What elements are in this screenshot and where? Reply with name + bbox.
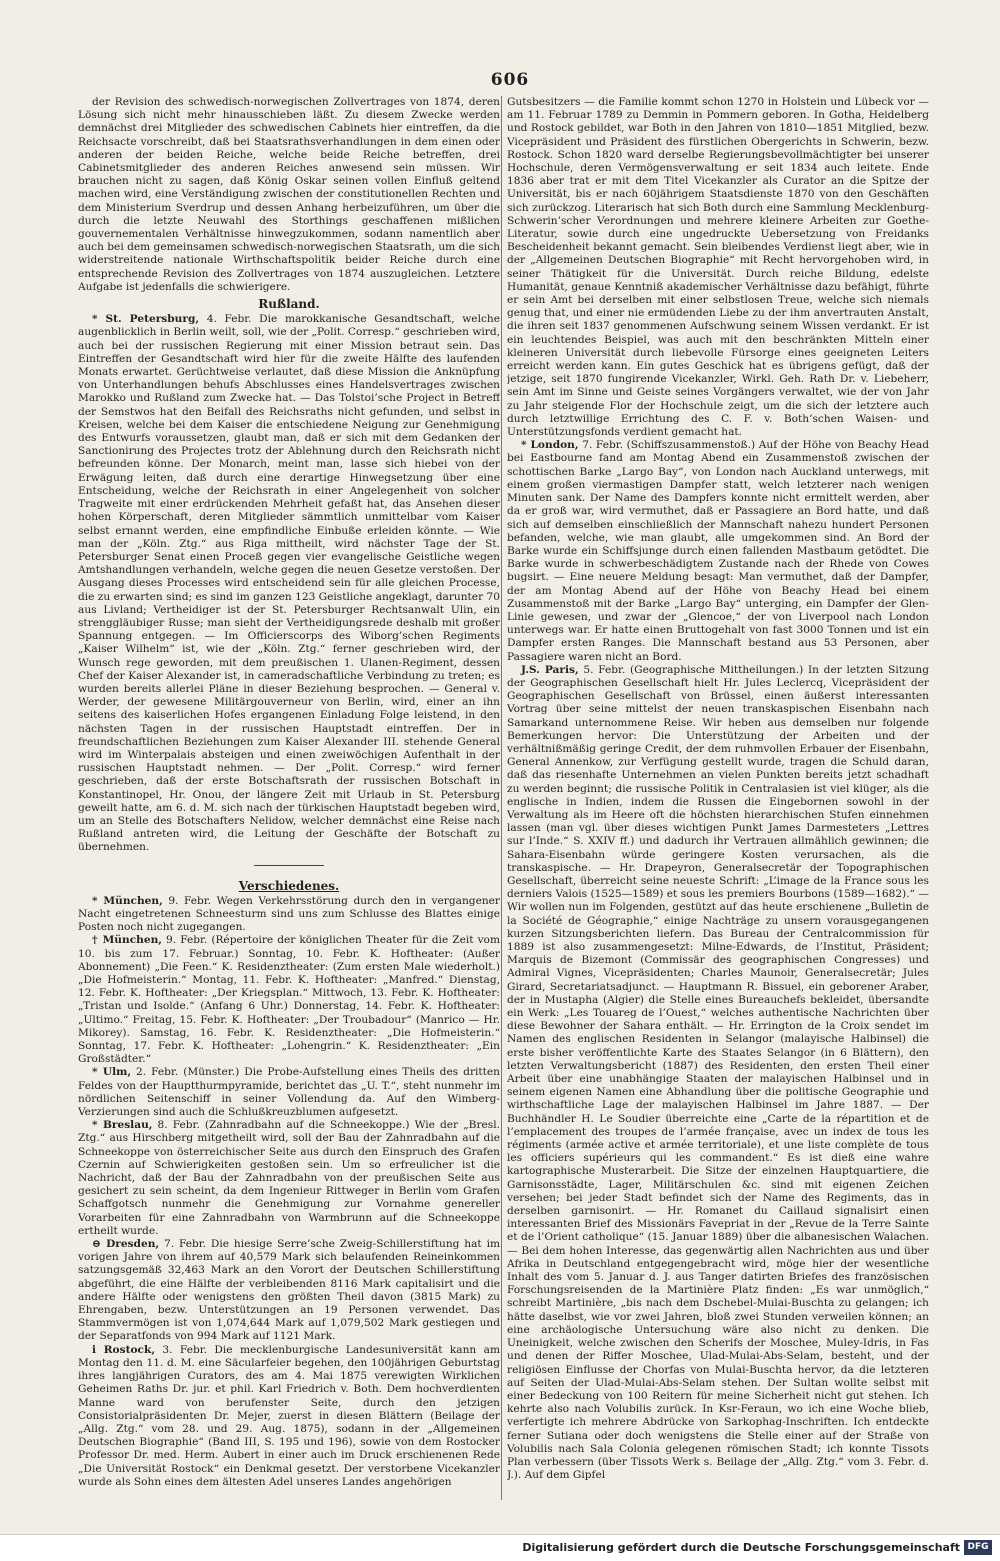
dateline: * Breslau, [92, 1119, 153, 1132]
article-text: 2. Febr. (Münster.) Die Probe-Aufstellung eines Theils des dritten Feldes von der Hauptthurmpyramide, berichtet das „U. T.“, steht nunmehr im nördlichen Seitenschiff in seiner Vollendung da. Auf den Wimberg-Verzierungen sind auch die Schlußkreuzblumen aufgesetzt. [78, 1066, 500, 1119]
dateline: * St. Petersburg, [92, 313, 200, 326]
article-paragraph [78, 934, 500, 1066]
article-paragraph [78, 313, 500, 854]
article-paragraph: der Revision des schwedisch-norwegischen Zollvertrages von 1874, deren Lösung sich nicht mehr hinausschieben läßt. Zu diesem Zwecke werden demnächst drei Mitglieder des schwedischen Cabinets hier eintreffen, da die Reichsacte vorschreibt, daß bei Staatsrathsverhandlungen in dem einen oder anderen der beiden Reiche, welche beide Reiche betreffen, drei Cabinetsmitglieder des anderen Reiches anwesend sein müssen. Wir brauchen nicht zu sagen, daß König Oskar seinen vollen Einfluß geltend machen wird, eine Verständigung zwischen der constitutionellen Rechten und dem Ministerium Sverdrup und dessen Anhang herbeizuführen, um über die durch die letzte Neuwahl des Storthings geschaffenen mißlichen gouvernementalen Verhältnisse hinwegzukommen, sodann namentlich aber auch bei dem gemeinsamen schwedisch-norwegischen Staatsrath, um die sich widerstreitende nationale Wirthschaftspolitik beider Reiche durch eine entsprechende Revision des Zollvertrages von 1874 auszugleichen. Letztere Aufgabe ist jedenfalls die schwierigere. [78, 96, 500, 293]
article-paragraph [78, 895, 500, 935]
article-paragraph [78, 1066, 500, 1119]
article-paragraph [507, 664, 929, 1483]
article-paragraph [78, 1238, 500, 1344]
dfg-logo-icon: DFG [964, 1540, 992, 1555]
dateline: * München, [92, 894, 163, 907]
section-divider [254, 865, 324, 866]
article-text: 7. Febr. (Schiffszusammenstoß.) Auf der Höhe von Beachy Head bei Eastbourne fand am Montag Abend ein Zusammenstoß zwischen der schottischen Barke „Largo Bay“, von London nach Auckland unterwegs, mit einem großen viermastigen Dampfer statt, welch letzterer nach wenigen Minuten sank. Der Name des Dampfers konnte nicht ermittelt werden, aber da er groß war, wird vermuthet, daß er Passagiere an Bord hatte, und daß sich auf demselben einschließlich der Mannschaft nahezu hundert Personen befanden, welche, wie man glaubt, alle umgekommen sind. An Bord der Barke wurde ein Schiffsjunge durch einen fallenden Mastbaum getödtet. Die Barke wurde in schwerbeschädigtem Zustande nach der Rhede von Cowes bugsirt. — Eine neuere Meldung besagt: Man vermuthet, daß der Dampfer, der am Montag Abend auf der Höhe von Beachy Head bei einem Zusammenstoß mit der Barke „Largo Bay“ unterging, ein Dampfer der Glen-Linie gewesen, und zwar der „Glencoe,“ der von Liverpool nach London unterwegs war. Er hatte einen Bruttogehalt von fast 3000 Tonnen und ist ein Dampfer ersten Ranges. Die Mannschaft bestand aus 53 Personen, aber Passagiere waren nicht an Bord. [507, 439, 929, 663]
left-column [78, 96, 500, 1506]
column-divider [501, 96, 502, 1500]
dateline: ⊖ Dresden, [92, 1238, 160, 1251]
section-heading-russland: Rußland. [258, 297, 320, 312]
dateline: † München, [92, 934, 162, 947]
article-text: 3. Febr. Die mecklenburgische Landesuniversität kann am Montag den 11. d. M. eine Säcularfeier begehen, den 100jährigen Geburtstag ihres langjährigen Curators, des am 4. Mai 1875 verewigten Wirklichen Geheimen Raths Dr. jur. et phil. Karl Friedrich v. Both. Dem hochverdienten Manne ward von berufenster Seite, durch den jetzigen Consistorialpräsidenten Dr. Mejer, zuerst in diesen Blättern (Beilage der „Allg. Ztg.“ vom 28. und 29. Aug. 1875), sodann in der „Allgemeinen Deutschen Biographie“ (Band III, S. 195 und 196), sowie von dem Rostocker Professor Dr. med. Herm. Aubert in einer auch im Druck erschienenen Rede „Die Universität Rostock“ ein Denkmal gesetzt. Der verstorbene Vicekanzler wurde als Sohn eines dem ältesten Adel unseres Landes angehörigen [78, 1343, 500, 1488]
dateline: i Rostock, [92, 1343, 156, 1356]
article-paragraph [78, 1119, 500, 1238]
right-column [507, 96, 929, 1506]
article-text: 7. Febr. Die hiesige Serre’sche Zweig-Schillerstiftung hat im vorigen Jahre von ihrem auf 40,579 Mark sich belaufenden Reineinkommen satzungsgemäß 32,463 Mark an den Vorort der Deutschen Schillerstiftung abgeführt, die eine Hälfte der verbleibenden 8116 Mark capitalisirt und die andere Hälfte oder wenigstens den größten Theil davon (3815 Mark) zu Ehrengaben, bezw. Unterstützungen an 19 Personen verwendet. Das Stammvermögen ist von 1,074,644 Mark auf 1,079,502 Mark gestiegen und der Separatfonds von 994 Mark auf 1121 Mark. [78, 1238, 500, 1343]
article-text: 5. Febr. (Geographische Mittheilungen.) In der letzten Sitzung der Geographischen Gesellschaft hielt Hr. Jules Leclercq, Vicepräsident der Geographischen Gesellschaft von Brüssel, einen äußerst interessanten Vortrag über seine mittelst der neuen transkaspischen Eisenbahn nach Samarkand unternommene Reise. Wir heben aus demselben nur folgende Bemerkungen hervor: Die Unterstützung der Arbeiten und der verhältnißmäßig geringe Credit, der dem ruhmvollen Erbauer der Eisenbahn, General Annenkow, zur Verfügung gestellt wurde, tragen die Schuld daran, daß das riesenhafte Unternehmen an vielen Punkten bereits jetzt schadhaft zu werden beginnt; die russische Politik in Centralasien ist viel klüger, als die englische in Indien, indem die Russen die Eingebornen sowohl in der Verwaltung als im Heere oft die höchsten hierarchischen Stufen einnehmen lassen (man vgl. über dieses wichtigen Punkt James Darmesteters „Lettres sur l’Inde.“ S. XXIV ff.) und dadurch ihr Vertrauen allmählich gewinnen; die Sahara-Eisenbahn würde geringere Kosten verursachen, als die transkaspische. — Hr. Drapeyron, Generalsecretär der Topographischen Gesellschaft, überreicht seine neueste Schrift: „L’image de la France sous les derniers Valois (1525—1589) et sous les premiers Bourbons (1589—1682).“ — Wir wollen nun im Folgenden, gestützt auf das heute erschienene „Bulletin de la Société de Géographie,“ einige Nachträge zu unsern vorausgegangenen kurzen Sitzungsberichten liefern. Das Bureau der Centralcommission für 1889 ist also zusammengesetzt: Milne-Edwards, de l’Institut, Präsident; Marquis de Bizemont (Commissär des geographischen Congresses) und Admiral Vignes, Vicepräsidenten; Charles Maunoir, Generalsecretär; Jules Girard, Secretariatsadjunct. — Hauptmann R. Bissuel, ein geborener Araber, der in Mustapha (Algier) die Stelle eines Bureauchefs bekleidet, übersandte ein Werk: „Les Touareg de l’Ouest,“ welches authentische Nachrichten über diese Bewohner der Sahara enthält. — Hr. Errington de la Croix sendet im Namen des englischen Residenten in Selangor (malayische Halbinsel) die erste bisher veröffentlichte Karte des Staates Selangor (in 6 Blättern), den letzten Verwaltungsbericht (1887) des Residenten, den ersten Theil einer Arbeit über eine unabhängige Staaten der malayischen Halbinsel und in seinem eigenen Namen eine Abhandlung über die politische Geographie und wirthschaftliche Lage der malayischen Halbinsel im Jahre 1887. — Der Buchhändler H. Le Soudier überreichte eine „Carte de la répartition et de l’emplacement des troupes de l’armée française, avec un index de tous les régiments (armée active et armée territoriale), et une liste complète de tous les officiers supérieurs qui les commandent.“ Es ist dieß eine wahre kartographische Musterarbeit. Die Sitze der einzelnen Hauptquartiere, die Garnisonsstädte, Lager, Militärschulen &c. sind mit eigenen Zeichen versehen; bei jeder Stadt befindet sich der Name des Regiments, das in derselben garnisonirt. — Hr. Romanet du Caillaud signalisirt einen interessanten Brief des Missionärs Favepriat in der „Revue de la Terre Sainte et de l’Orient catholique“ (15. Januar 1889) über die albanesischen Walachen. — Bei dem hohen Interesse, das gegenwärtig allen Nachrichten aus und über Afrika in Deutschland entgegengebracht wird, möge hier der wesentliche Inhalt des vom 5. Januar d. J. aus Tanger datirten Briefes des französischen Forschungsreisenden de la Martinière Platz finden: „Es war unmöglich,“ schreibt Martinière, „bis nach dem Dschebel-Mulai-Buschta zu gelangen; ich hätte daselbst, wie vor zwei Jahren, bloß zwei Stunden verweilen können; an eine archäologische Untersuchung wäre also nicht zu denken. Die Uneinigkeit, welche zwischen den Scherifs der Moschee, Muley-Idris, in Fas und denen der Riffer Moschee, Ulad-Mulai-Abs-Selam, besteht, und der religiösen Einflusse der Chorfas von Mulai-Buschta hervor, da die letzteren auf Seiten der Ulad-Mulai-Abs-Selam stehen. Der Sultan wollte selbst mit einer Bedeckung von 100 Reitern für meine Sicherheit nicht gut stehen. Ich kehrte also nach Volubilis zurück. In Ksr-Feraun, wo ich eine Woche blieb, verfertigte ich mehrere Abdrücke von Sarkophag-Inschriften. Ich entdeckte ferner Sutiana oder doch wenigstens die Stelle einer auf der Straße von Volubilis nach Sala Colonia gelegenen römischen Stadt; ich konnte Tissots Plan verbessern (über Tissots Werk s. Beilage der „Allg. Ztg.“ vom 3. Febr. d. J.). Auf dem Gipfel [507, 663, 929, 1482]
footer-bar [0, 1534, 1000, 1561]
dateline: J.S. Paris, [521, 663, 579, 676]
article-paragraph [507, 439, 929, 663]
dateline: * London, [521, 439, 579, 452]
article-paragraph [78, 1344, 500, 1489]
article-text: 8. Febr. (Zahnradbahn auf die Schneekoppe.) Wie der „Bresl. Ztg.“ aus Hirschberg mitgetheilt wird, soll der Bau der Zahnradbahn auf die Schneekoppe von österreichischer Seite aus durch den Einspruch des Grafen Czernin auf Schwierigkeiten gestoßen sein. Um so erfreulicher ist die Nachricht, daß der Bau der Zahnradbahn von der preußischen Seite aus gesichert zu sein scheint, da dem Ingenieur Rittweger in Berlin vom Grafen Schaffgotsch nunmehr die Genehmigung zur Vornahme genereller Vorarbeiten für eine Zahnradbahn von Warmbrunn auf die Schneekoppe ertheilt wurde. [78, 1119, 500, 1237]
dateline: * Ulm, [92, 1066, 132, 1079]
article-text: 4. Febr. Die marokkanische Gesandtschaft, welche augenblicklich in Berlin weilt, soll, wie der „Polit. Corresp.“ geschrieben wird, auch bei der russischen Regierung mit einer Mission betraut sein. Das Eintreffen der Gesandtschaft wird hier für die zweite Hälfte des laufenden Monats erwartet. Gerüchtweise verlautet, daß diese Mission die Anknüpfung von Unterhandlungen behufs Abschlusses eines Handelsvertrages zwischen Marokko und Rußland zum Zwecke hat. — Das Tolstoi’sche Project in Betreff der Semstwos hat den Beifall des Reichsraths nicht gefunden, und selbst in Kreisen, welche bei dem Kaiser die entschiedene Neigung zur Genehmigung des Entwurfs voraussetzen, glaubt man, daß er sich mit dem Gedanken der Sanctionirung des Projectes trotz der Ablehnung durch den Reichsrath nicht befreunden könne. Der Monarch, meint man, lasse sich hiebei von der Erwägung leiten, daß durch eine derartige Hinwegsetzung über eine Entscheidung, welche der Reichsrath in einer Angelegenheit von solcher Tragweite mit einer erdrückenden Mehrheit gefaßt hat, das Ansehen dieser hohen Körperschaft, deren Mitglieder sämmtlich unmittelbar vom Kaiser selbst ernannt werden, eine empfindliche Einbuße erleiden könnte. — Wie man der „Köln. Ztg.“ aus Riga mittheilt, wird nächster Tage der St. Petersburger Senat einen Proceß gegen vier evangelische Geistliche wegen Amtshandlungen verhandeln, welche gegen die neuen Gesetze verstoßen. Der Ausgang dieses Processes wird entscheidend sein für alle gleichen Processe, die zu erwarten sind; es sind im ganzen 123 Geistliche angeklagt, darunter 70 aus Livland; Vertheidiger ist der St. Petersburger Rechtsanwalt Ulin, ein strenggläubiger Russe; man sieht der Vertheidigungsrede deshalb mit großer Spannung entgegen. — Im Officierscorps des Wiborg’schen Regiments „Kaiser Wilhelm“ ist, wie der „Köln. Ztg.“ ferner geschrieben wird, der Wunsch rege geworden, mit dem preußischen 1. Ulanen-Regiment, dessen Chef der Kaiser Alexander ist, in cameradschaftliche Verbindung zu treten; es wurden bereits allerlei Pläne in dieser Beziehung besprochen. — General v. Werder, der gewesene Militärgouverneur von Berlin, wird, einer an ihn seitens des kaiserlichen Hofes ergangenen Einladung Folge leistend, in den nächsten Tagen in der russischen Hauptstadt eintreffen. Der in freundschaftlichen Beziehungen zum Kaiser Alexander III. stehende General wird im Winterpalais absteigen und einen zweiwöchigen Aufenthalt in der russischen Hauptstadt nehmen. — Der „Polit. Corresp.“ wird ferner geschrieben, daß der erste Botschaftsrath der russischen Botschaft in Konstantinopel, Hr. Onou, der längere Zeit mit Urlaub in St. Petersburg geweilt hatte, am 6. d. M. sich nach der türkischen Hauptstadt begeben wird, um an Stelle des Botschafters Nelidow, welcher demnächst eine Reise nach Rußland antreten wird, die Leitung der Geschäfte der Botschaft zu übernehmen. [78, 313, 500, 854]
funding-notice: Digitalisierung gefördert durch die Deutsche Forschungsgemeinschaft [522, 1541, 960, 1554]
article-text: 9. Febr. Wegen Verkehrsstörung durch den in vergangener Nacht eingetretenen Schneesturm sind uns zum Schlusse des Blattes einige Posten noch nicht zugegangen. [78, 894, 500, 934]
article-paragraph: Gutsbesitzers — die Familie kommt schon 1270 in Holstein und Lübeck vor — am 11. Februar 1789 zu Demmin in Pommern geboren. In Gotha, Heidelberg und Rostock gebildet, war Both in den Jahren von 1810—1851 Mitglied, bezw. Vicepräsident und Präsident des fürstlichen Obergerichts in Schwerin, bezw. Rostock. Schon 1820 ward derselbe Regierungsbevollmächtigter bei unserer Hochschule, deren Vermögensverwaltung er seit 1834 auch leitete. Ende 1836 aber trat er mit dem Titel Vicekanzler als Curator an die Spitze der Universität, bis er nach 60jährigem Staatsdienste 1870 von den Geschäften sich zurückzog. Literarisch hat sich Both durch eine Sammlung Mecklenburg-Schwerin’scher Verordnungen und mehrere kleinere Arbeiten zur Goethe-Literatur, sowie durch eine ungedruckte Uebersetzung von Freidanks Bescheidenheit bekannt gemacht. Sein bleibendes Verdienst liegt aber, wie in der „Allgemeinen Deutschen Biographie“ mit Recht hervorgehoben wird, in seiner Thätigkeit für die Universität. Durch reiche Bildung, edelste Humanität, genaue Kenntniß akademischer Verhältnisse dazu befähigt, führte er sein Amt bei derselben mit einer selbstlosen Treue, welche sich niemals genug that, und einer nie ermüdenden Liebe zu der ihm anvertrauten Anstalt, die ihren seit 1837 genommenen Aufschwung seinem Wissen verdankt. Er ist ein leuchtendes Beispiel, was auch mit den beschränkten Mitteln einer kleineren Universität durch liebevolle Fürsorge eines geeigneten Leiters erreicht werden kann. Ein gutes Geschick hat es übrigens gefügt, daß der jetzige, seit 1870 fungirende Vicekanzler, Wirkl. Geh. Rath Dr. v. Liebeherr, sein Amt im Sinne und Geiste seines Vorgängers verwaltet, wie der von Jahr zu Jahr steigende Flor der Hochschule zeigt, um die sich der letztere auch durch letztwillige Errichtung des C. F. v. Both’schen Waisen- und Unterstützungsfonds verdient gemacht hat. [507, 96, 929, 439]
page-number: 606 [490, 70, 530, 90]
section-heading-verschiedenes: Verschiedenes. [238, 878, 340, 893]
article-text: 9. Febr. (Répertoire der königlichen Theater für die Zeit vom 10. bis zum 17. Februar.) Sonntag, 10. Febr. K. Hoftheater: (Außer Abonnement) „Die Feen.“ K. Residenztheater: (Zum ersten Male wiederholt.) „Die Hofmeisterin.“ Montag, 11. Febr. K. Hoftheater: „Manfred.“ Dienstag, 12. Febr. K. Hoftheater: „Der Kriegsplan.“ Mittwoch, 13. Febr. K. Hoftheater: „Tristan und Isolde.“ (Anfang 6 Uhr.) Donnerstag, 14. Febr. K. Hoftheater: „Ultimo.“ Freitag, 15. Febr. K. Hoftheater: „Der Troubadour“ (Manrico — Hr. Mikorey). Samstag, 16. Febr. K. Residenztheater: „Die Hofmeisterin.“ Sonntag, 17. Febr. K. Hoftheater: „Lohengrin.“ K. Residenztheater: „Ein Großstädter.“ [78, 934, 500, 1066]
